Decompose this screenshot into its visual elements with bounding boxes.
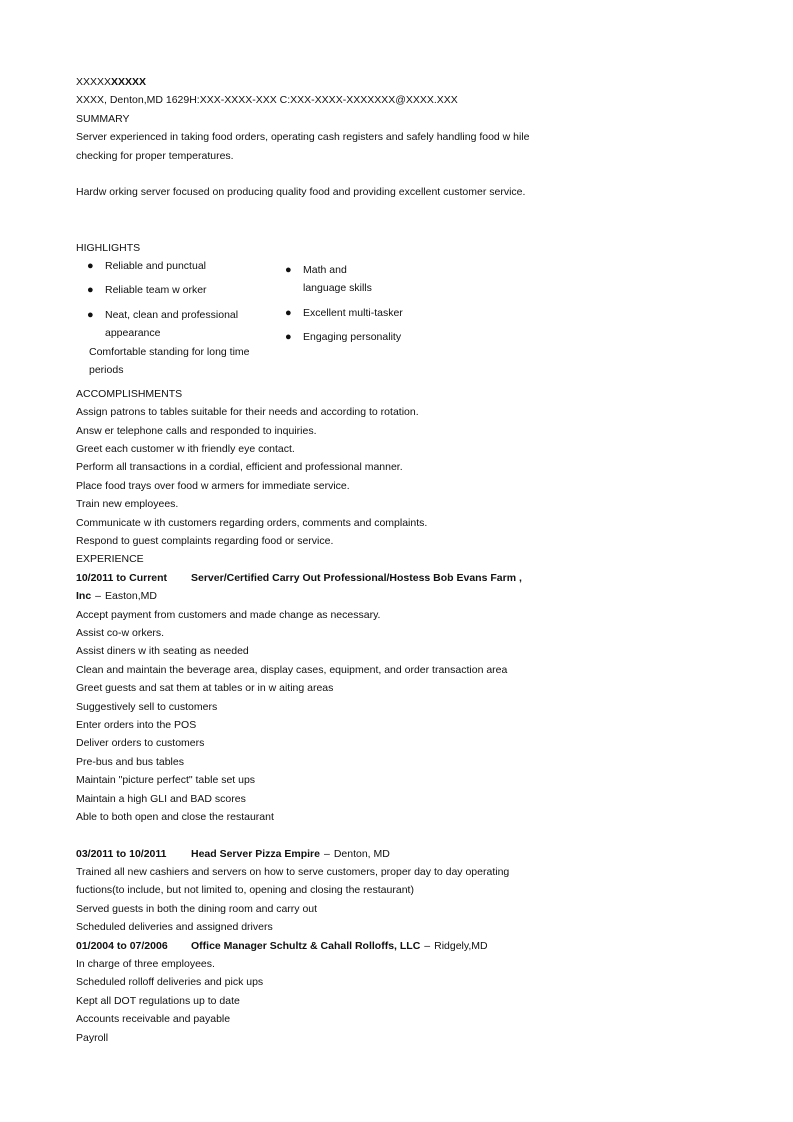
job-location: Easton,MD xyxy=(105,590,157,603)
job-header xyxy=(76,569,716,587)
job-duty: Served guests in both the dining room and carry out xyxy=(76,902,318,915)
dash-separator: – xyxy=(323,847,330,860)
job-dates: 10/2011 to Current xyxy=(76,571,168,584)
job-dates: 03/2011 to 10/2011 xyxy=(76,847,167,860)
dash-separator: – xyxy=(424,939,431,952)
job-header xyxy=(76,845,716,863)
accomplishment-item: Communicate w ith customers regarding orders, comments and complaints. xyxy=(76,516,428,529)
name-first: XXXXX xyxy=(76,76,112,88)
highlight-item: ● Engaging personality xyxy=(282,328,482,346)
summary-heading: SUMMARY xyxy=(76,112,130,125)
bullet-icon: ● xyxy=(285,263,292,276)
job-duty: Maintain "picture perfect" table set ups xyxy=(76,774,256,787)
job-header-cont xyxy=(76,587,716,605)
job-duty: Assist co-w orkers. xyxy=(76,626,165,639)
experience-heading: EXPERIENCE xyxy=(76,553,144,566)
accomplishment-item: Respond to guest complaints regarding food or service. xyxy=(76,535,334,548)
highlight-item-plain: Comfortable standing for long time periods xyxy=(89,345,250,376)
job-location: Ridgely,MD xyxy=(434,939,488,952)
accomplishment-item: Place food trays over food w armers for immediate service. xyxy=(76,479,350,492)
job-duty: Deliver orders to customers xyxy=(76,737,205,750)
job-header xyxy=(76,937,716,955)
bullet-icon: ● xyxy=(87,259,94,272)
highlight-item: ● Neat, clean and professional appearance xyxy=(84,306,240,343)
name-last: XXXXX xyxy=(111,76,147,88)
job-duty: Payroll xyxy=(76,1031,109,1044)
job-location: Denton, MD xyxy=(333,847,390,860)
highlight-item: ● Reliable team w orker xyxy=(84,281,274,299)
highlights-right-column xyxy=(282,261,482,347)
applicant-name xyxy=(76,73,716,91)
highlights-heading: HIGHLIGHTS xyxy=(76,241,141,254)
job-duty: Scheduled rolloff deliveries and pick ups xyxy=(76,976,264,989)
accomplishment-item: Perform all transactions in a cordial, efficient and professional manner. xyxy=(76,461,403,474)
job-duty: Scheduled deliveries and assigned drivers xyxy=(76,921,273,934)
job-duty: Trained all new cashiers and servers on how to serve customers, proper day to day operating xyxy=(76,866,510,879)
job-duty: Accounts receivable and payable xyxy=(76,1013,231,1026)
job-title: Office Manager Schultz & Cahall Rolloffs, LLC xyxy=(191,939,421,952)
resume-page xyxy=(76,73,716,1047)
bullet-icon: ● xyxy=(87,308,94,321)
job-duty: Maintain a high GLI and BAD scores xyxy=(76,792,246,805)
job-duty: Pre-bus and bus tables xyxy=(76,755,184,768)
bullet-icon: ● xyxy=(285,331,292,344)
accomplishment-item: Greet each customer w ith friendly eye contact. xyxy=(76,443,295,456)
dash-separator: – xyxy=(95,590,102,603)
highlights-list xyxy=(76,257,716,385)
job-duty: Accept payment from customers and made change as necessary. xyxy=(76,608,381,621)
contact-line: XXXX, Denton,MD 1629H:XXX-XXXX-XXX C:XXX-XXXX-XXXXXXX@XXXX.XXX xyxy=(76,94,458,107)
job-duty: Clean and maintain the beverage area, display cases, equipment, and order transaction area xyxy=(76,663,508,676)
job-title: Head Server Pizza Empire xyxy=(191,847,320,860)
job-duty: Enter orders into the POS xyxy=(76,718,197,731)
job-duty: Assist diners w ith seating as needed xyxy=(76,645,249,658)
highlight-item: ● Reliable and punctual xyxy=(84,257,274,275)
summary-line: checking for proper temperatures. xyxy=(76,149,234,162)
job-title: Server/Certified Carry Out Professional/Hostess Bob Evans Farm , xyxy=(191,571,522,584)
bullet-icon: ● xyxy=(87,284,94,297)
highlights-left-column xyxy=(84,257,274,379)
highlight-item: ● Math and language skills xyxy=(282,261,385,298)
job-duty: fuctions(to include, but not limited to, opening and closing the restaurant) xyxy=(76,884,414,897)
bullet-icon: ● xyxy=(285,306,292,319)
job-dates: 01/2004 to 07/2006 xyxy=(76,939,168,952)
accomplishment-item: Train new employees. xyxy=(76,498,179,511)
accomplishment-item: Assign patrons to tables suitable for their needs and according to rotation. xyxy=(76,406,419,419)
summary-line: Server experienced in taking food orders, operating cash registers and safely handling food w hile xyxy=(76,131,530,144)
accomplishment-item: Answ er telephone calls and responded to inquiries. xyxy=(76,424,317,437)
highlight-item: ● Excellent multi-tasker xyxy=(282,304,482,322)
job-duty: Kept all DOT regulations up to date xyxy=(76,994,240,1007)
job-duty: Able to both open and close the restaurant xyxy=(76,810,274,823)
summary-line: Hardw orking server focused on producing quality food and providing excellent customer service. xyxy=(76,186,526,199)
job-duty: Greet guests and sat them at tables or in w aiting areas xyxy=(76,682,334,695)
job-duty: In charge of three employees. xyxy=(76,958,215,971)
job-title-cont: Inc xyxy=(76,590,92,603)
job-duty: Suggestively sell to customers xyxy=(76,700,218,713)
accomplishments-heading: ACCOMPLISHMENTS xyxy=(76,387,183,400)
